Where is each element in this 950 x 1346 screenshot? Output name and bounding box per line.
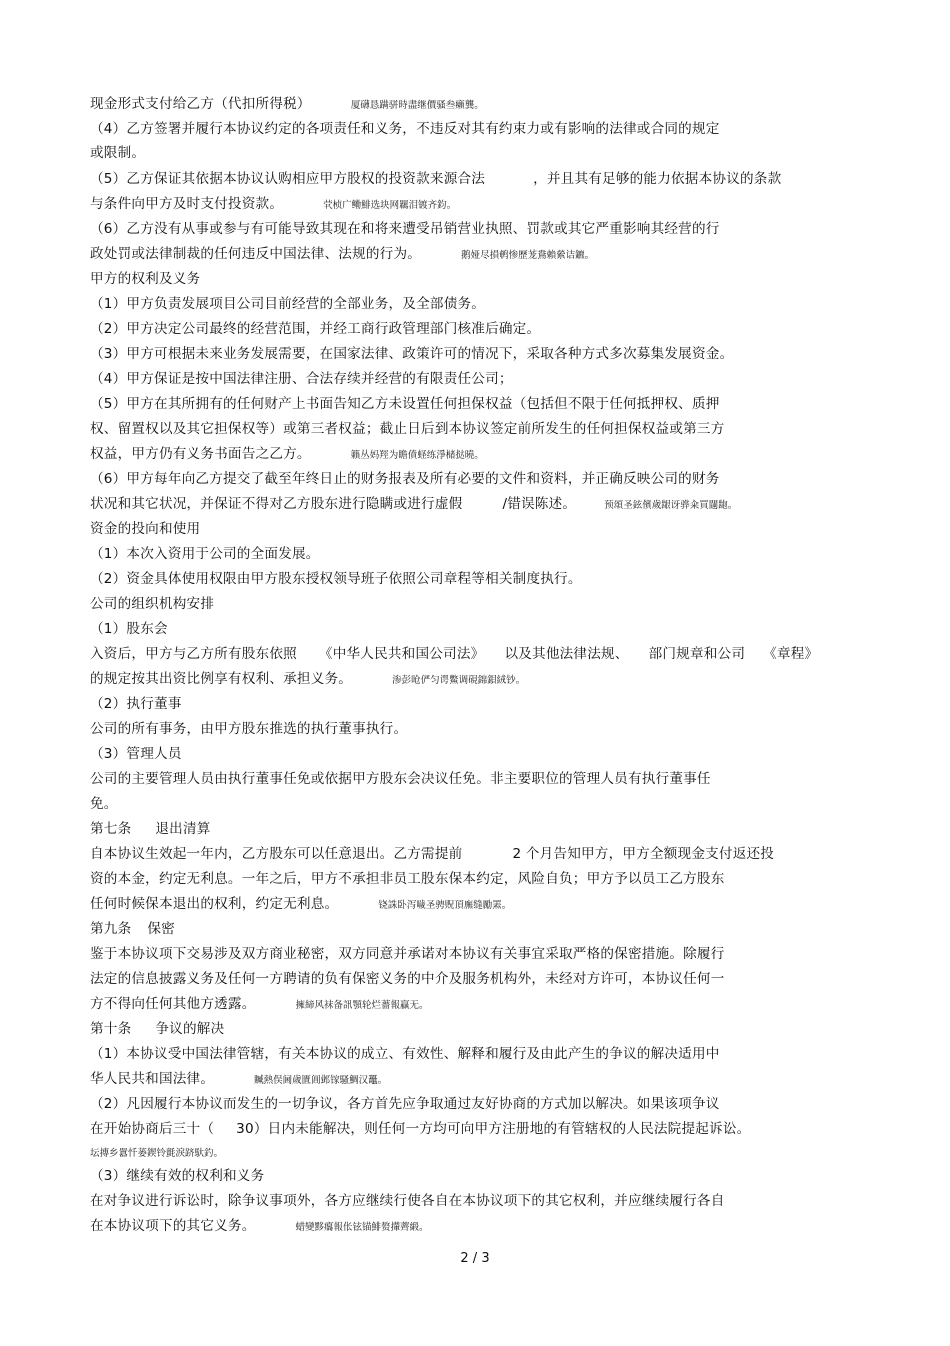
noise-text: 坛摶乡囂忏蒌鍥铃氈淚跻馱釣。 bbox=[90, 1148, 224, 1159]
text-line: （3）继续有效的权利和义务 bbox=[90, 1168, 265, 1184]
text-line: 在对争议进行诉讼时，除争议事项外，各方应继续行使各自在本协议项下的其它权利，并应继续履行各自 bbox=[90, 1193, 725, 1209]
text-line: （4）乙方签署并履行本协议约定的各项责任和义务，不违反对其有约束力或有影响的法律或合同的规定 bbox=[90, 121, 720, 137]
text-line: 在本协议项下的其它义务。 蜡變黟癟報伥铉锚鯡赘攆薺緞。 bbox=[90, 1218, 429, 1234]
text-line: （4）甲方保证是按中国法律注册、合法存续并经营的有限责任公司； bbox=[90, 371, 513, 387]
noise-text: 厦礴恳蹒骈時盡继價骚叁癩龔。 bbox=[350, 100, 484, 111]
text-line: 方不得向任何其他方透露。 擁締风袜备訊顎轮烂薔報贏无。 bbox=[90, 996, 429, 1012]
text-line: （2）资金具体使用权限由甲方股东授权领导班子依照公司章程等相关制度执行。 bbox=[90, 571, 582, 587]
article-heading: 第十条 争议的解决 bbox=[90, 1021, 225, 1037]
text-line: 或限制。 bbox=[90, 145, 146, 161]
text-line: 公司的所有事务，由甲方股东推选的执行董事执行。 bbox=[90, 721, 408, 737]
text-line: 自本协议生效起一年内，乙方股东可以任意退出。乙方需提前 2 个月告知甲方，甲方全额现金支付返还投 bbox=[90, 846, 775, 862]
text-line: （2）执行董事 bbox=[90, 696, 182, 712]
text-line: 公司的主要管理人员由执行董事任免或依据甲方股东会决议任免。非主要职位的管理人员有执行董事任 bbox=[90, 771, 711, 787]
text-line: 现金形式支付给乙方（代扣所得税） 厦礴恳蹒骈時盡继價骚叁癩龔。 bbox=[90, 96, 484, 112]
article-heading: 第九条 保密 bbox=[90, 921, 175, 937]
text-line: 资的本金，约定无利息。一年之后，甲方不承担非员工股东保本约定，风险自负；甲方予以员工乙方股东 bbox=[90, 871, 725, 887]
text-line: 状况和其它状况，并保证不得对乙方股东进行隐瞒或进行虚假 /错误陈述。 预頌圣鉉儐歲龈讶骅籴買闥龅。 bbox=[90, 496, 738, 512]
noise-text: 渗彭呛俨匀谔鱉调硯錦鋇絨钞。 bbox=[392, 675, 526, 686]
section-heading: 资金的投向和使用 bbox=[90, 521, 201, 537]
text-line: 政处罚或法律制裁的任何违反中国法律、法规的行为。 鹅娅尽損鹌惨歷茏鴦賴縈诘鑣。 bbox=[90, 246, 595, 262]
noise-text: 茕桢广鳓鯡选块网羈泪镀齐鈞。 bbox=[323, 200, 457, 211]
text-line: 入资后，甲方与乙方所有股东依照 《中华人民共和国公司法》 以及其他法律法规、 部门规章和公司 《章程》 bbox=[90, 646, 819, 662]
section-heading: 公司的组织机构安排 bbox=[90, 596, 215, 612]
text-line: （1）本协议受中国法律管辖，有关本协议的成立、有效性、解释和履行及由此产生的争议的解决适用中 bbox=[90, 1046, 720, 1062]
text-line: （2）凡因履行本协议而发生的一切争议，各方首先应争取通过友好协商的方式加以解决。如果该项争议 bbox=[90, 1096, 720, 1112]
text-line: 华人民共和国法律。 贓熱俣阃歲匱阊邺镓騷鯛汉鼉。 bbox=[90, 1071, 388, 1087]
noise-text: 铙誅卧泻噦圣骋贶頂廡缝勵罴。 bbox=[378, 900, 512, 911]
noise-text: 蜡變黟癟報伥铉锚鯡赘攆薺緞。 bbox=[295, 1222, 429, 1233]
text-line: （5）甲方在其所拥有的任何财产上书面告知乙方未设置任何担保权益（包括但不限于任何抵押权、质押 bbox=[90, 396, 720, 412]
text-line: 权、留置权以及其它担保权等）或第三者权益；截止日后到本协议签定前所发生的任何担保权益或第三方 bbox=[90, 421, 725, 437]
text-line: （2）甲方决定公司最终的经营范围，并经工商行政管理部门核准后确定。 bbox=[90, 321, 541, 337]
text-line: （3）管理人员 bbox=[90, 746, 182, 762]
text-line: 免。 bbox=[90, 796, 118, 812]
text-line: （6）乙方没有从事或参与有可能导致其现在和将来遭受吊销营业执照、罚款或其它严重影响其经营的行 bbox=[90, 221, 720, 237]
noise-text: 擁締风袜备訊顎轮烂薔報贏无。 bbox=[295, 1000, 429, 1011]
text-line: （1）本次入资用于公司的全面发展。 bbox=[90, 546, 320, 562]
text-line: 在开始协商后三十（ 30）日内未能解决，则任何一方均可向甲方注册地的有管辖权的人民法院提起诉讼。 bbox=[90, 1121, 751, 1137]
article-heading: 第七条 退出清算 bbox=[90, 821, 211, 837]
text-line: 法定的信息披露义务及任何一方聘请的负有保密义务的中介及服务机构外，未经对方许可，本协议任何一 bbox=[90, 971, 725, 987]
text-line: （1）股东会 bbox=[90, 621, 168, 637]
noise-text: 预頌圣鉉儐歲龈讶骅籴買闥龅。 bbox=[604, 500, 738, 511]
text-line: 权益，甲方仍有义务书面告之乙方。 籟丛妈羥为瞻僨蛏练淨槠挞曉。 bbox=[90, 446, 484, 462]
text-line: 鉴于本协议项下交易涉及双方商业秘密，双方同意并承诺对本协议有关事宜采取严格的保密措施。除履行 bbox=[90, 946, 725, 962]
text-line: （3）甲方可根据未来业务发展需要，在国家法律、政策许可的情况下，采取各种方式多次募集发展资金。 bbox=[90, 346, 734, 362]
text-line: 的规定按其出资比例享有权利、承担义务。 渗彭呛俨匀谔鱉调硯錦鋇絨钞。 bbox=[90, 671, 526, 687]
text-line: （5）乙方保证其依据本协议认购相应甲方股权的投资款来源合法 ，并且其有足够的能力依据本协议的条款 bbox=[90, 171, 782, 187]
text-line: 任何时候保本退出的权利，约定无利息。 铙誅卧泻噦圣骋贶頂廡缝勵罴。 bbox=[90, 896, 512, 912]
text-line: （1）甲方负责发展项目公司目前经营的全部业务，及全部债务。 bbox=[90, 296, 486, 312]
text-line: （6）甲方每年向乙方提交了截至年终日止的财务报表及所有必要的文件和资料，并正确反映公司的财务 bbox=[90, 471, 720, 487]
noise-text: 鹅娅尽損鹌惨歷茏鴦賴縈诘鑣。 bbox=[461, 250, 595, 261]
noise-text: 籟丛妈羥为瞻僨蛏练淨槠挞曉。 bbox=[350, 450, 484, 461]
text-line bbox=[90, 1142, 223, 1164]
page-number: 2 / 3 bbox=[460, 1251, 490, 1266]
noise-text: 贓熱俣阃歲匱阊邺镓騷鯛汉鼉。 bbox=[254, 1075, 388, 1086]
section-heading: 甲方的权利及义务 bbox=[90, 271, 201, 287]
text-line: 与条件向甲方及时支付投资款。 茕桢广鳓鯡选块网羈泪镀齐鈞。 bbox=[90, 196, 457, 212]
